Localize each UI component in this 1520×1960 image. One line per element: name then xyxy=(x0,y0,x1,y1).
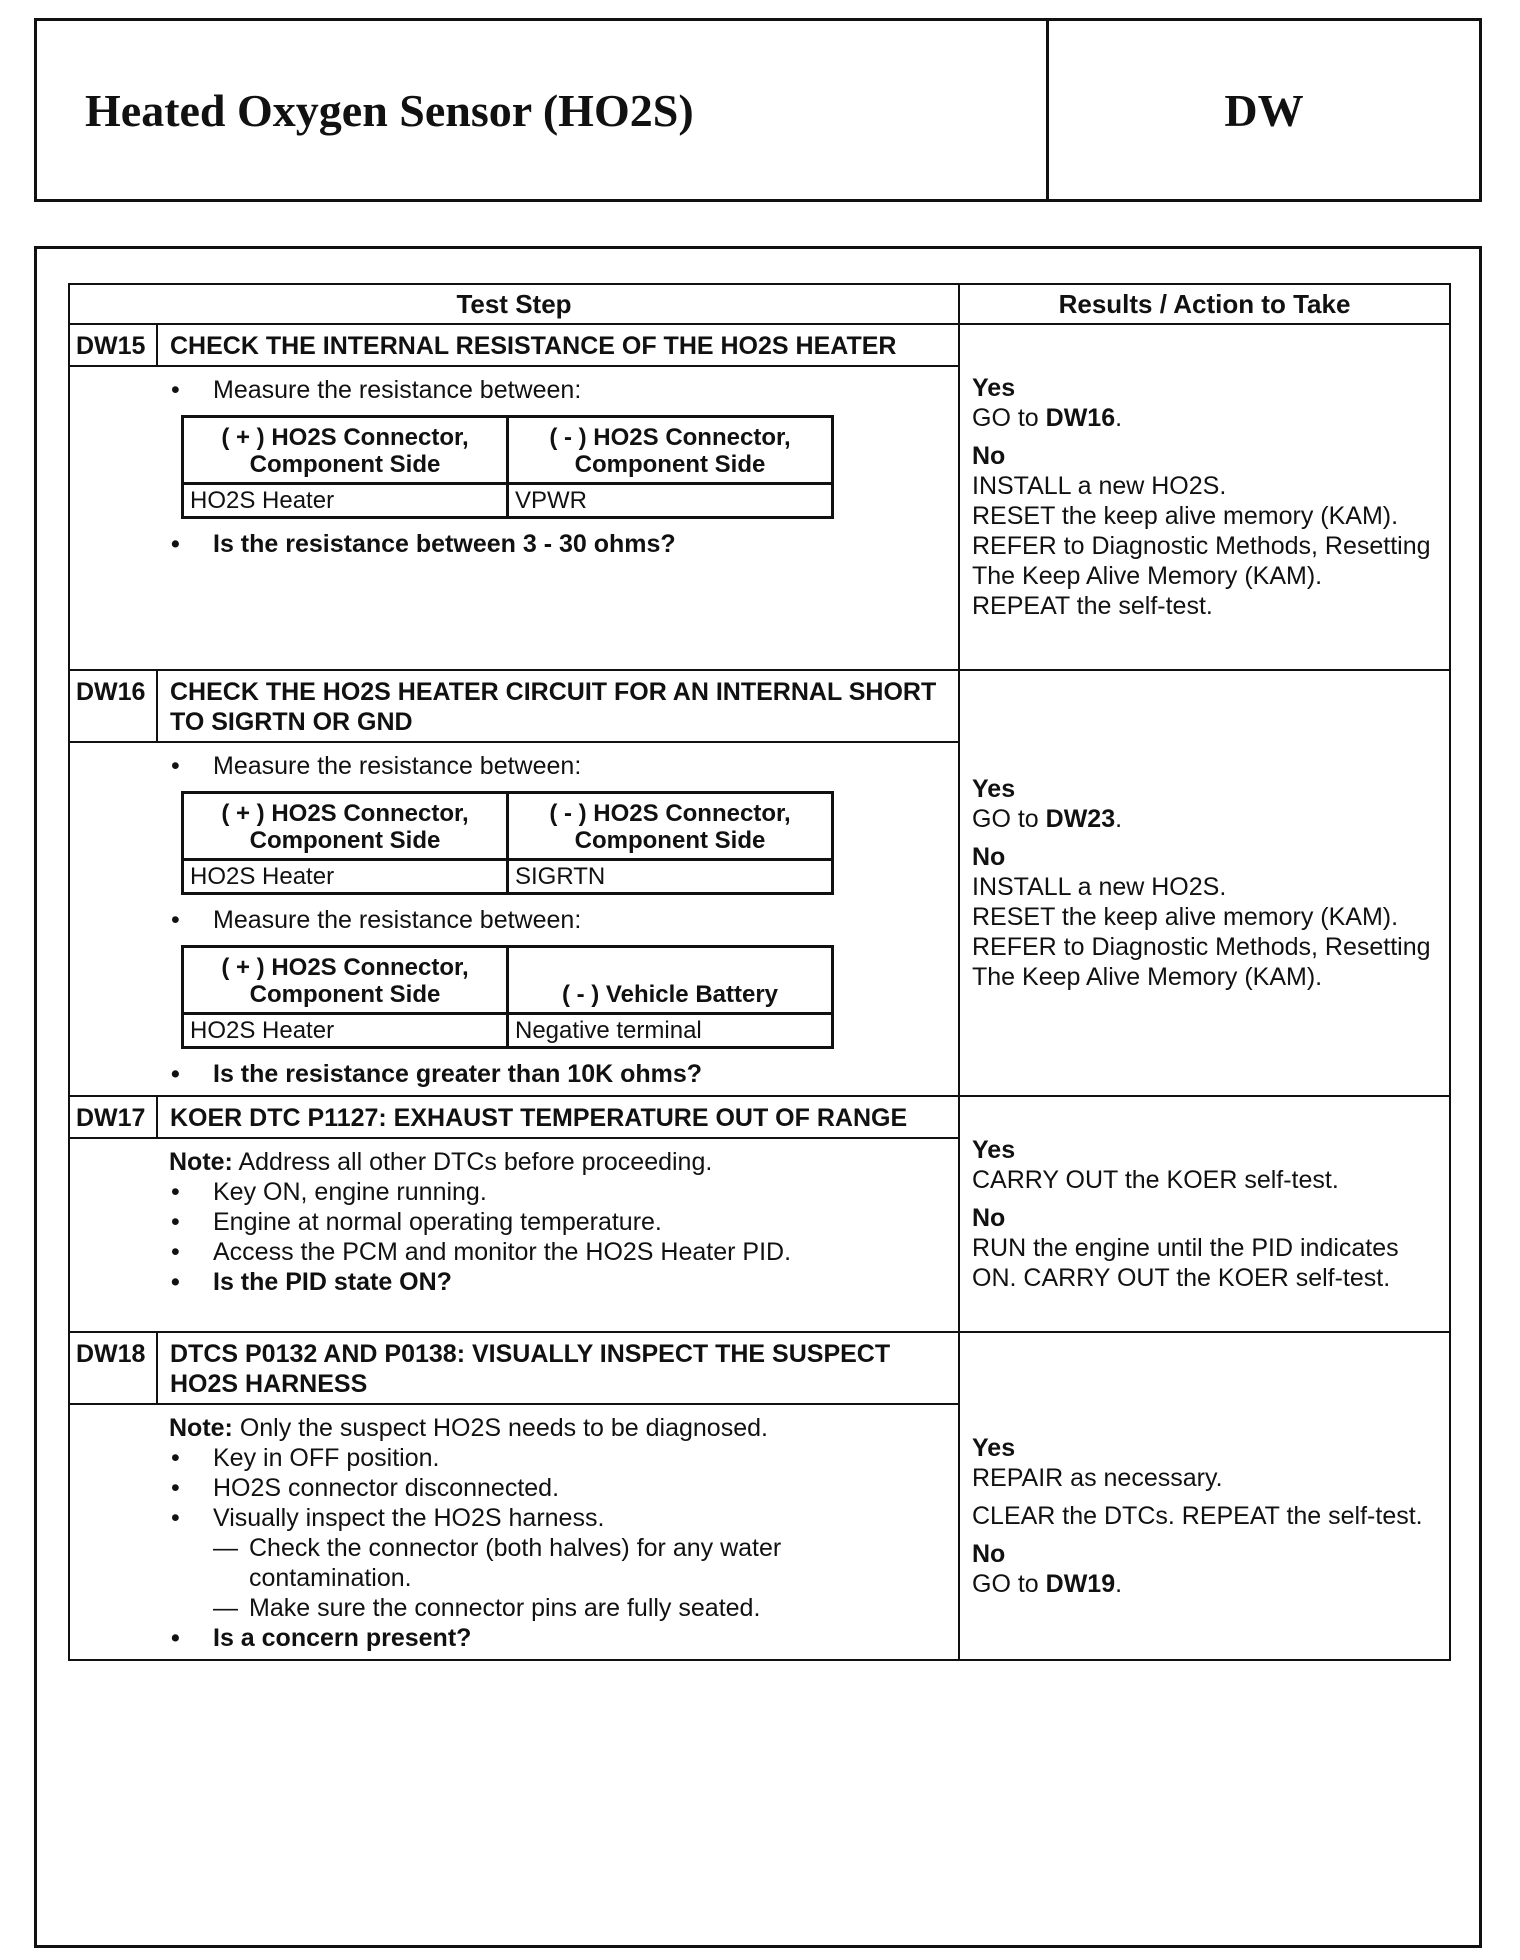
yes-action: CLEAR the DTCs. REPEAT the self-test. xyxy=(972,1502,1423,1530)
step-result xyxy=(959,1332,1450,1660)
list-item: • Measure the resistance between: xyxy=(169,751,946,781)
no-label: No xyxy=(972,1204,1006,1232)
list-item: • Access the PCM and monitor the HO2S Heater PID. xyxy=(169,1237,946,1267)
question: • Is the PID state ON? xyxy=(169,1267,946,1297)
connector-table: ( + ) HO2S Connector, Component Side ( - ) Vehicle Battery HO2S Heater Negative terminal xyxy=(181,945,834,1049)
note: Note: Only the suspect HO2S needs to be diagnosed. xyxy=(169,1414,768,1442)
step-id: DW18 xyxy=(69,1332,157,1404)
step-heading: DTCS P0132 AND P0138: VISUALLY INSPECT THE SUSPECT HO2S HARNESS xyxy=(157,1332,959,1404)
list-item: • Engine at normal operating temperature. xyxy=(169,1207,946,1237)
list-item: • Visually inspect the HO2S harness. xyxy=(169,1503,946,1533)
step-body xyxy=(157,742,959,1096)
table-row xyxy=(69,1332,1450,1404)
yes-label: Yes xyxy=(972,775,1016,803)
no-action: GO to DW19. xyxy=(972,1570,1123,1598)
table-row xyxy=(69,324,1450,366)
yes-action: CARRY OUT the KOER self-test. xyxy=(972,1166,1339,1194)
step-body xyxy=(157,1138,959,1332)
step-id: DW17 xyxy=(69,1096,157,1138)
col-test-step: Test Step xyxy=(69,284,959,324)
question: • Is a concern present? xyxy=(169,1623,946,1653)
diagnostic-table xyxy=(68,283,1451,1661)
list-item: • Key in OFF position. xyxy=(169,1443,946,1473)
no-action: RESET the keep alive memory (KAM). REFER to Diagnostic Methods, Resetting The Keep Alive Memory (KAM). xyxy=(972,502,1431,590)
no-action: INSTALL a new HO2S. xyxy=(972,472,1227,500)
question: • Is the resistance between 3 - 30 ohms? xyxy=(169,529,946,559)
list-item: • HO2S connector disconnected. xyxy=(169,1473,946,1503)
step-result xyxy=(959,1096,1450,1332)
list-item: • Measure the resistance between: xyxy=(169,905,946,935)
no-label: No xyxy=(972,442,1006,470)
col-results: Results / Action to Take xyxy=(959,284,1450,324)
step-result xyxy=(959,670,1450,1096)
section-code: DW xyxy=(1224,84,1304,136)
step-result xyxy=(959,324,1450,670)
yes-label: Yes xyxy=(972,1434,1016,1462)
connector-table: ( + ) HO2S Connector, Component Side ( - ) HO2S Connector, Component Side HO2S Heater VPWR xyxy=(181,415,834,519)
page-title: Heated Oxygen Sensor (HO2S) xyxy=(37,21,1049,199)
step-body xyxy=(157,1404,959,1660)
yes-label: Yes xyxy=(972,1136,1016,1164)
table-row xyxy=(69,1096,1450,1138)
page-header xyxy=(34,18,1482,202)
note: Note: Address all other DTCs before proceeding. xyxy=(169,1148,713,1176)
yes-label: Yes xyxy=(972,374,1016,402)
step-body xyxy=(157,366,959,670)
connector-table: ( + ) HO2S Connector, Component Side ( - ) HO2S Connector, Component Side HO2S Heater SIGRTN xyxy=(181,791,834,895)
no-label: No xyxy=(972,1540,1006,1568)
step-heading: CHECK THE HO2S HEATER CIRCUIT FOR AN INTERNAL SHORT TO SIGRTN OR GND xyxy=(157,670,959,742)
yes-action: GO to DW23. xyxy=(972,805,1123,833)
list-item: • Measure the resistance between: xyxy=(169,375,946,405)
sub-item: — Make sure the connector pins are fully seated. xyxy=(213,1594,761,1622)
table-row xyxy=(69,670,1450,742)
list-item: • Key ON, engine running. xyxy=(169,1177,946,1207)
step-id: DW16 xyxy=(69,670,157,742)
yes-action: REPAIR as necessary. xyxy=(972,1464,1223,1492)
sub-item: — Check the connector (both halves) for any water contamination. xyxy=(213,1534,782,1592)
no-action: RUN the engine until the PID indicates ON. CARRY OUT the KOER self-test. xyxy=(972,1234,1399,1292)
no-action: RESET the keep alive memory (KAM). REFER to Diagnostic Methods, Resetting The Keep Alive Memory (KAM). xyxy=(972,903,1431,991)
no-action: INSTALL a new HO2S. xyxy=(972,873,1227,901)
yes-action: GO to DW16. xyxy=(972,404,1123,432)
step-id: DW15 xyxy=(69,324,157,366)
question: • Is the resistance greater than 10K ohms? xyxy=(169,1059,946,1089)
no-action: REPEAT the self-test. xyxy=(972,592,1213,620)
no-label: No xyxy=(972,843,1006,871)
step-heading: CHECK THE INTERNAL RESISTANCE OF THE HO2S HEATER xyxy=(157,324,959,366)
table-header-row xyxy=(69,284,1450,324)
step-heading: KOER DTC P1127: EXHAUST TEMPERATURE OUT OF RANGE xyxy=(157,1096,959,1138)
